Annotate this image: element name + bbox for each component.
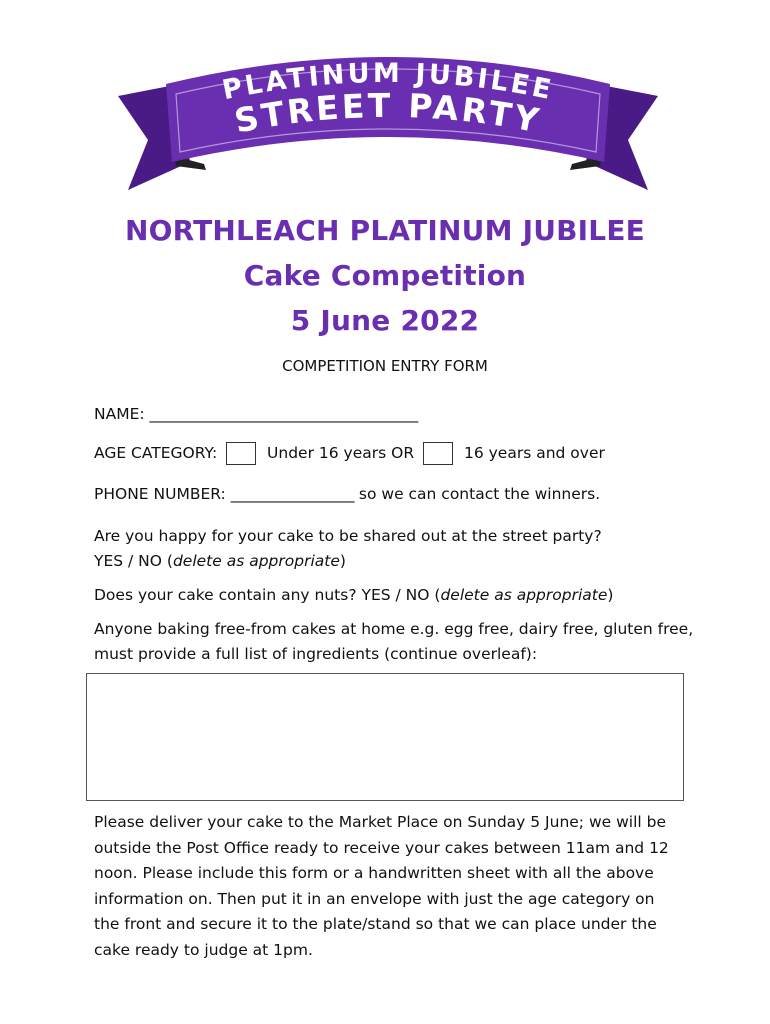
- phone-suffix: so we can contact the winners.: [358, 485, 601, 503]
- under-16-checkbox[interactable]: [226, 442, 256, 465]
- delivery-instructions: Please deliver your cake to the Market Place on Sunday 5 June; we will be outside the Post Office ready to receive your cakes between 11am and 12 noon. Please include this form or a handwritten sheet with all the above information on. Then put it in an envelope with just the age category on the front and secure it to the plate/stand so that we can place under the cake ready to judge at 1pm.: [94, 813, 669, 959]
- title-line-2: Cake Competition: [243, 259, 527, 292]
- age-label: AGE CATEGORY:: [94, 444, 218, 462]
- page-title: [0, 208, 770, 343]
- share-note: delete as appropriate: [172, 552, 340, 570]
- banner-line1: PLATINUM JUBILEE: [219, 57, 557, 107]
- banner-line2: STREET PARTY: [231, 85, 545, 141]
- free-from-note: Anyone baking free-from cakes at home e.g. egg free, dairy free, gluten free, must provide a full list of ingredients (continue overleaf):: [94, 620, 694, 663]
- title-line-3: 5 June 2022: [290, 304, 480, 337]
- jubilee-banner: [118, 44, 658, 194]
- under-16-label: Under 16 years OR: [267, 444, 415, 462]
- ingredients-textarea[interactable]: [86, 673, 684, 801]
- nuts-note: delete as appropriate: [440, 586, 608, 604]
- form-heading: COMPETITION ENTRY FORM: [282, 357, 488, 375]
- nuts-question-text: Does your cake contain any nuts? YES / NO (: [94, 586, 441, 604]
- phone-input[interactable]: _________________: [230, 485, 354, 503]
- name-label: NAME:: [94, 405, 145, 423]
- age-row: [94, 442, 605, 465]
- share-question: [94, 524, 694, 574]
- 16-and-over-checkbox[interactable]: [423, 442, 453, 465]
- phone-label: PHONE NUMBER:: [94, 485, 226, 503]
- title-line-1: NORTHLEACH PLATINUM JUBILEE: [124, 214, 645, 247]
- nuts-question[interactable]: Does your cake contain any nuts? YES / NO (delete as appropriate): [94, 586, 614, 604]
- share-answer[interactable]: YES / NO (delete as appropriate): [94, 552, 346, 570]
- phone-row: [94, 485, 600, 503]
- share-question-text: Are you happy for your cake to be shared out at the street party?: [94, 527, 602, 545]
- 16-and-over-label: 16 years and over: [463, 444, 605, 462]
- name-row: [94, 405, 418, 423]
- name-input[interactable]: _____________________________________: [149, 405, 418, 423]
